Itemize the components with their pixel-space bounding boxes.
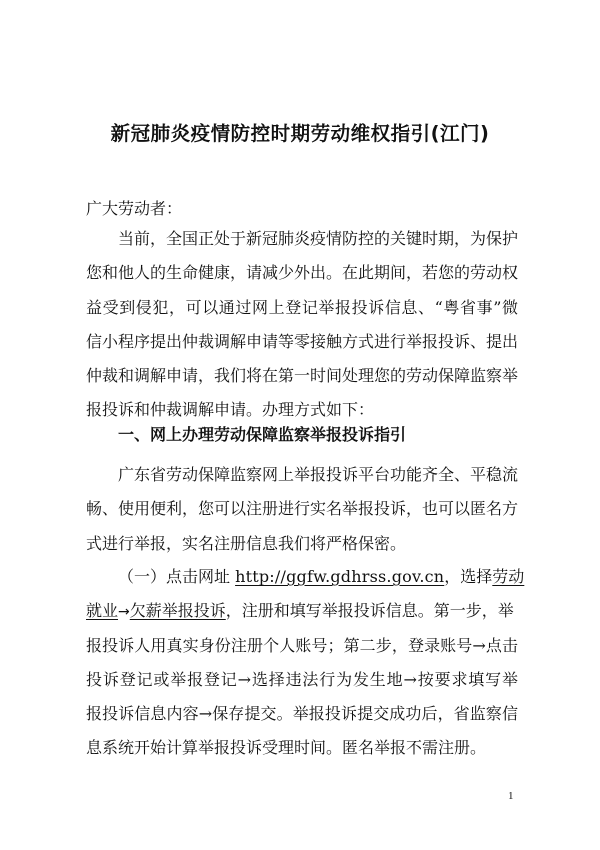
intro-line: 当前，全国正处于新冠肺炎疫情防控的关键时期，为保护 (118, 229, 519, 248)
section1-line: 畅、使用便利，您可以注册进行实名举报投诉，也可以匿名方 (86, 499, 519, 519)
intro-line: 仲裁和调解申请，我们将在第一时间处理您的劳动保障监察举 (86, 366, 519, 386)
section-heading: 一、网上办理劳动保障监察举报投诉指引 (118, 425, 407, 444)
intro-line: 您和他人的生命健康，请减少外出。在此期间，若您的劳动权 (86, 263, 519, 283)
intro-line: 信小程序提出仲裁调解申请等零接触方式进行举报投诉、提出 (86, 331, 519, 351)
step1-line: 报投诉信息内容→保存提交。举报投诉提交成功后，省监察信 (86, 704, 518, 724)
section1-line: 广东省劳动保障监察网上举报投诉平台功能齐全、平稳流 (118, 465, 519, 484)
document-title: 新冠肺炎疫情防控时期劳动维权指引(江门) (110, 122, 490, 145)
section1-paragraph (86, 458, 518, 561)
step1-line: 息系统开始计算举报投诉受理时间。匿名举报不需注册。 (86, 738, 487, 758)
step1-after-url: ，选择 (444, 567, 493, 586)
labor-employment-link-part2[interactable]: 就业 (86, 601, 119, 621)
salutation: 广大劳动者： (86, 199, 183, 218)
step1-line: 报投诉人用真实身份注册个人账号；第二步，登录账号→点击 (86, 635, 518, 655)
step1-line-second (86, 594, 518, 628)
wage-arrears-complaint-link[interactable]: 欠薪举报投诉 (129, 601, 226, 621)
step1-after-links: ，注册和填写举报投诉信息。第一步，举 (225, 601, 514, 621)
page-number: 1 (508, 790, 514, 802)
step1-paragraph (86, 560, 525, 766)
step1-line-first (86, 560, 525, 594)
labor-employment-link-part1[interactable]: 劳动 (492, 567, 525, 586)
intro-line: 报投诉和仲裁调解申请。办理方式如下： (86, 400, 375, 420)
step1-prefix: （一）点击网址 (118, 567, 236, 586)
section1-line: 式进行举报，实名注册信息我们将严格保密。 (86, 533, 407, 553)
intro-line: 益受到侵犯，可以通过网上登记举报投诉信息、“粤省事”微 (86, 297, 518, 317)
step1-line: 投诉登记或举报登记→选择违法行为发生地→按要求填写举 (86, 669, 518, 689)
right-arrow-icon: → (118, 604, 130, 621)
website-link[interactable]: http://ggfw.gdhrss.gov.cn (235, 567, 445, 586)
intro-paragraph (86, 222, 518, 428)
